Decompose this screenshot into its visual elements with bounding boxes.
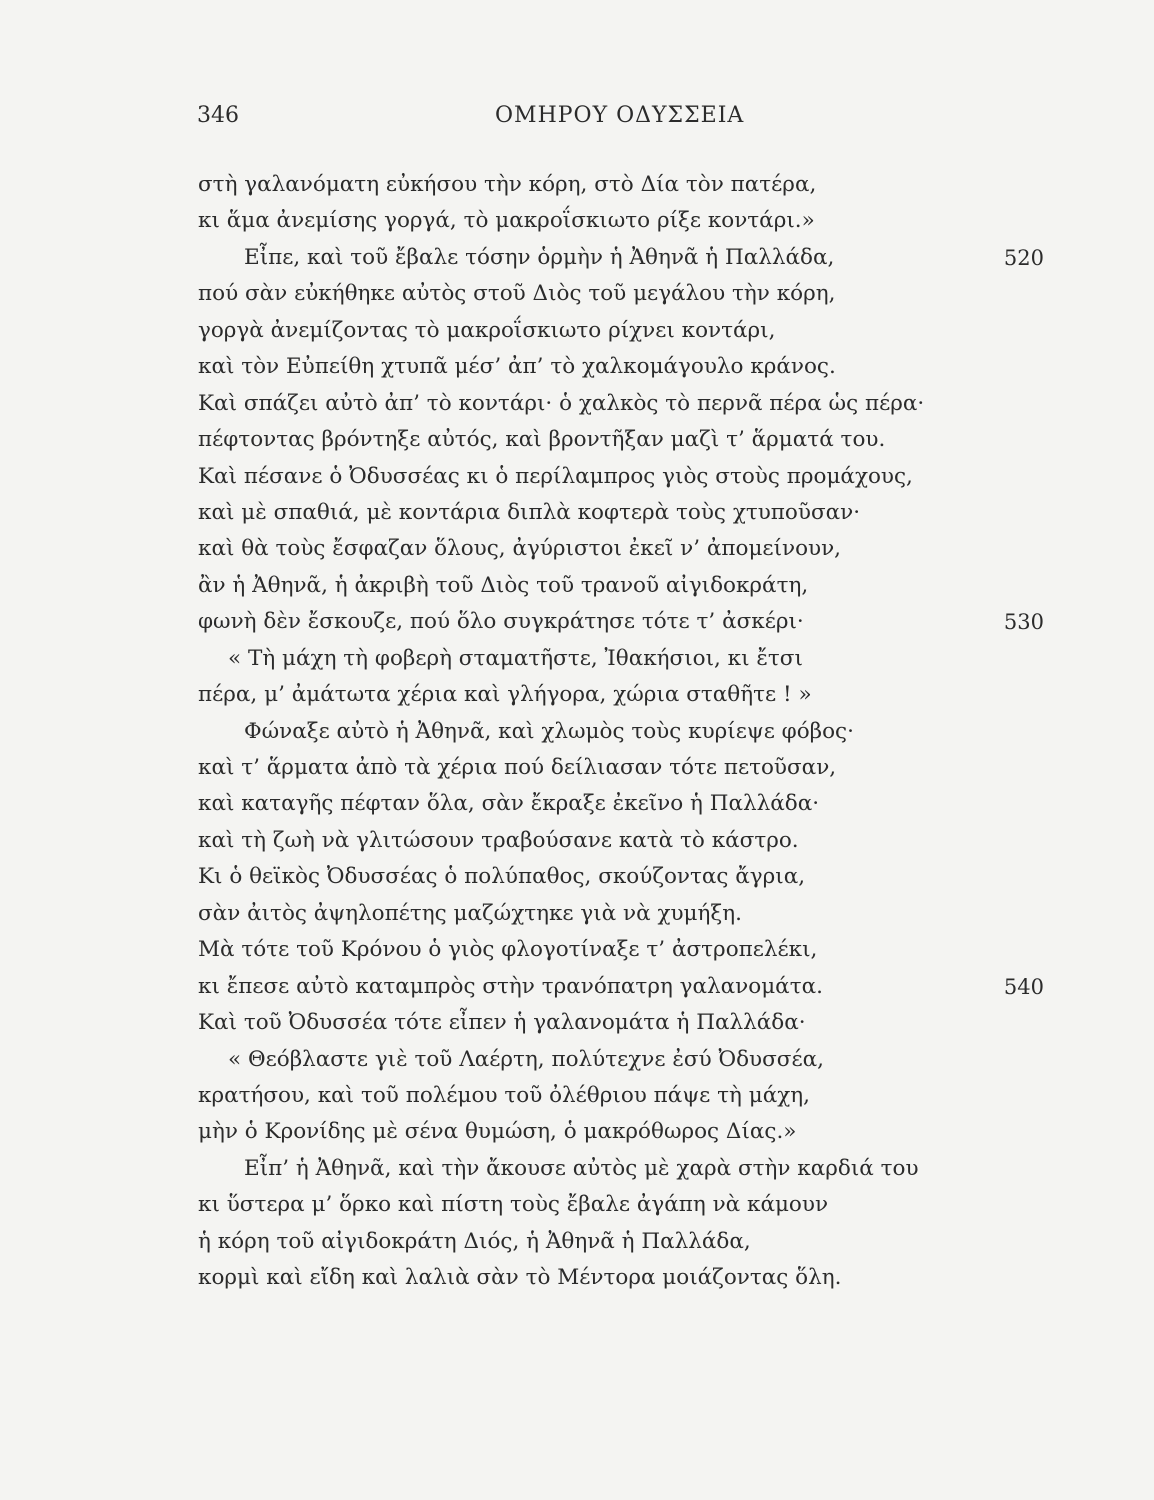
verse-line — [198, 167, 1048, 203]
verse-block — [198, 167, 1048, 1297]
verse-text: φωνὴ δὲν ἔσκουζε, πού ὅλο συγκράτησε τότε τ’ ἀσκέρι· — [198, 609, 804, 635]
verse-text: καὶ τὴ ζωὴ νὰ γλιτώσουν τραβούσανε κατὰ τὸ κάστρο. — [198, 827, 799, 853]
verse-line — [198, 1151, 1048, 1187]
verse-line — [198, 786, 1048, 822]
verse-line — [198, 1078, 1048, 1114]
verse-line — [198, 1187, 1048, 1223]
verse-text: γοργὰ ἀνεμίζοντας τὸ μακροΐσκιωτο ρίχνει κοντάρι, — [198, 317, 776, 343]
verse-line — [198, 714, 1048, 750]
verse-line — [198, 459, 1048, 495]
verse-text: Καὶ πέσανε ὁ Ὀδυσσέας κι ὁ περίλαμπρος γιὸς στοὺς προμάχους, — [198, 463, 913, 489]
verse-text: μὴν ὁ Κρονίδης μὲ σένα θυμώση, ὁ μακρόθωρος Δίας.» — [198, 1119, 797, 1145]
verse-line — [198, 386, 1048, 422]
verse-line — [198, 823, 1048, 859]
verse-line — [198, 495, 1048, 531]
verse-line — [198, 1260, 1048, 1296]
verse-text: πέρα, μ’ ἀμάτωτα χέρια καὶ γλήγορα, χώρια σταθῆτε ! » — [198, 682, 812, 708]
verse-text: Καὶ τοῦ Ὀδυσσέα τότε εἶπεν ἡ γαλανομάτα ἡ Παλλάδα· — [198, 1010, 806, 1036]
page-number: 346 — [197, 103, 239, 128]
verse-line — [198, 240, 1048, 276]
verse-text: Καὶ σπάζει αὐτὸ ἀπ’ τὸ κοντάρι· ὁ χαλκὸς τὸ περνᾶ πέρα ὡς πέρα· — [198, 390, 925, 416]
verse-text: ἡ κόρη τοῦ αἰγιδοκράτη Διός, ἡ Ἀθηνᾶ ἡ Παλλάδα, — [198, 1228, 751, 1254]
verse-line — [198, 750, 1048, 786]
verse-text: κι ἔπεσε αὐτὸ καταμπρὸς στὴν τρανόπατρη γαλανομάτα. — [198, 973, 823, 999]
line-number: 540 — [1003, 974, 1044, 999]
verse-text: καὶ μὲ σπαθιά, μὲ κοντάρια διπλὰ κοφτερὰ τοὺς χτυποῦσαν· — [198, 499, 861, 525]
verse-line — [198, 932, 1048, 968]
verse-line — [198, 604, 1048, 640]
verse-text: κι ὕστερα μ’ ὅρκο καὶ πίστη τοὺς ἔβαλε ἀγάπη νὰ κάμουν — [198, 1192, 829, 1218]
verse-text: κορμὶ καὶ εἴδη καὶ λαλιὰ σὰν τὸ Μέντορα μοιάζοντας ὅλη. — [198, 1265, 842, 1291]
verse-text: Κι ὁ θεϊκὸς Ὀδυσσέας ὁ πολύπαθος, σκούζοντας ἄγρια, — [198, 864, 806, 890]
verse-text: καὶ τ’ ἅρματα ἀπὸ τὰ χέρια πού δείλιασαν τότε πετοῦσαν, — [198, 755, 837, 780]
verse-text: σὰν ἀιτὸς ἀψηλοπέτης μαζώχτηκε γιὰ νὰ χυμήξη. — [198, 900, 742, 926]
line-number: 520 — [1003, 245, 1044, 270]
verse-line — [198, 203, 1048, 239]
verse-line — [198, 641, 1048, 677]
verse-text: στὴ γαλανόματη εὐκήσου τὴν κόρη, στὸ Δία τὸν πατέρα, — [198, 172, 817, 197]
verse-text: κρατήσου, καὶ τοῦ πολέμου τοῦ ὀλέθριου πάψε τὴ μάχη, — [198, 1082, 810, 1108]
verse-text: καὶ καταγῆς πέφταν ὅλα, σὰν ἔκραξε ἐκεῖνο ἡ Παλλάδα· — [198, 791, 820, 817]
line-number: 530 — [1003, 610, 1044, 635]
verse-line — [198, 531, 1048, 567]
verse-line — [198, 677, 1048, 713]
verse-text: Εἶπε, καὶ τοῦ ἔβαλε τόσην ὁρμὴν ἡ Ἀθηνᾶ ἡ Παλλάδα, — [244, 244, 835, 270]
verse-text: Μὰ τότε τοῦ Κρόνου ὁ γιὸς φλογοτίναξε τ’ ἀστροπελέκι, — [198, 937, 818, 963]
running-title: ΟΜΗΡΟΥ ΟΔΥΣΣΕΙΑ — [495, 103, 745, 128]
verse-text: κι ἅμα ἀνεμίσης γοργά, τὸ μακροΐσκιωτο ρίξε κοντάρι.» — [198, 208, 815, 234]
verse-line — [198, 1042, 1048, 1078]
verse-line — [198, 568, 1048, 604]
verse-line — [198, 349, 1048, 385]
verse-line — [198, 859, 1048, 895]
verse-text: πέφτοντας βρόντηξε αὐτός, καὶ βροντῆξαν μαζὶ τ’ ἅρματά του. — [198, 427, 886, 453]
verse-line — [198, 1224, 1048, 1260]
verse-line — [198, 1114, 1048, 1150]
verse-text: καὶ τὸν Εὐπείθη χτυπᾶ μέσ’ ἀπ’ τὸ χαλκομάγουλο κράνος. — [198, 354, 836, 380]
verse-text: Φώναξε αὐτὸ ἡ Ἀθηνᾶ, καὶ χλωμὸς τοὺς κυρίεψε φόβος· — [244, 718, 854, 744]
verse-line — [198, 896, 1048, 932]
verse-text: πού σὰν εὐκήθηκε αὐτὸς στοῦ Διὸς τοῦ μεγάλου τὴν κόρη, — [198, 281, 836, 307]
verse-text: καὶ θὰ τοὺς ἔσφαζαν ὅλους, ἀγύριστοι ἐκεῖ ν’ ἀπομείνουν, — [198, 536, 841, 562]
verse-line — [198, 313, 1048, 349]
verse-line — [198, 1005, 1048, 1041]
verse-line — [198, 969, 1048, 1005]
verse-text: Εἶπ’ ἡ Ἀθηνᾶ, καὶ τὴν ἄκουσε αὐτὸς μὲ χαρὰ στὴν καρδιά του — [244, 1155, 919, 1181]
verse-line — [198, 276, 1048, 312]
verse-text: « Θεόβλαστε γιὲ τοῦ Λαέρτη, πολύτεχνε ἐσύ Ὀδυσσέα, — [228, 1046, 824, 1072]
verse-text: « Τὴ μάχη τὴ φοβερὴ σταματῆστε, Ἰθακήσιοι, κι ἔτσι — [228, 645, 803, 671]
verse-text: ἂν ἡ Ἀθηνᾶ, ἡ ἀκριβὴ τοῦ Διὸς τοῦ τρανοῦ αἰγιδοκράτη, — [198, 572, 809, 598]
verse-line — [198, 422, 1048, 458]
